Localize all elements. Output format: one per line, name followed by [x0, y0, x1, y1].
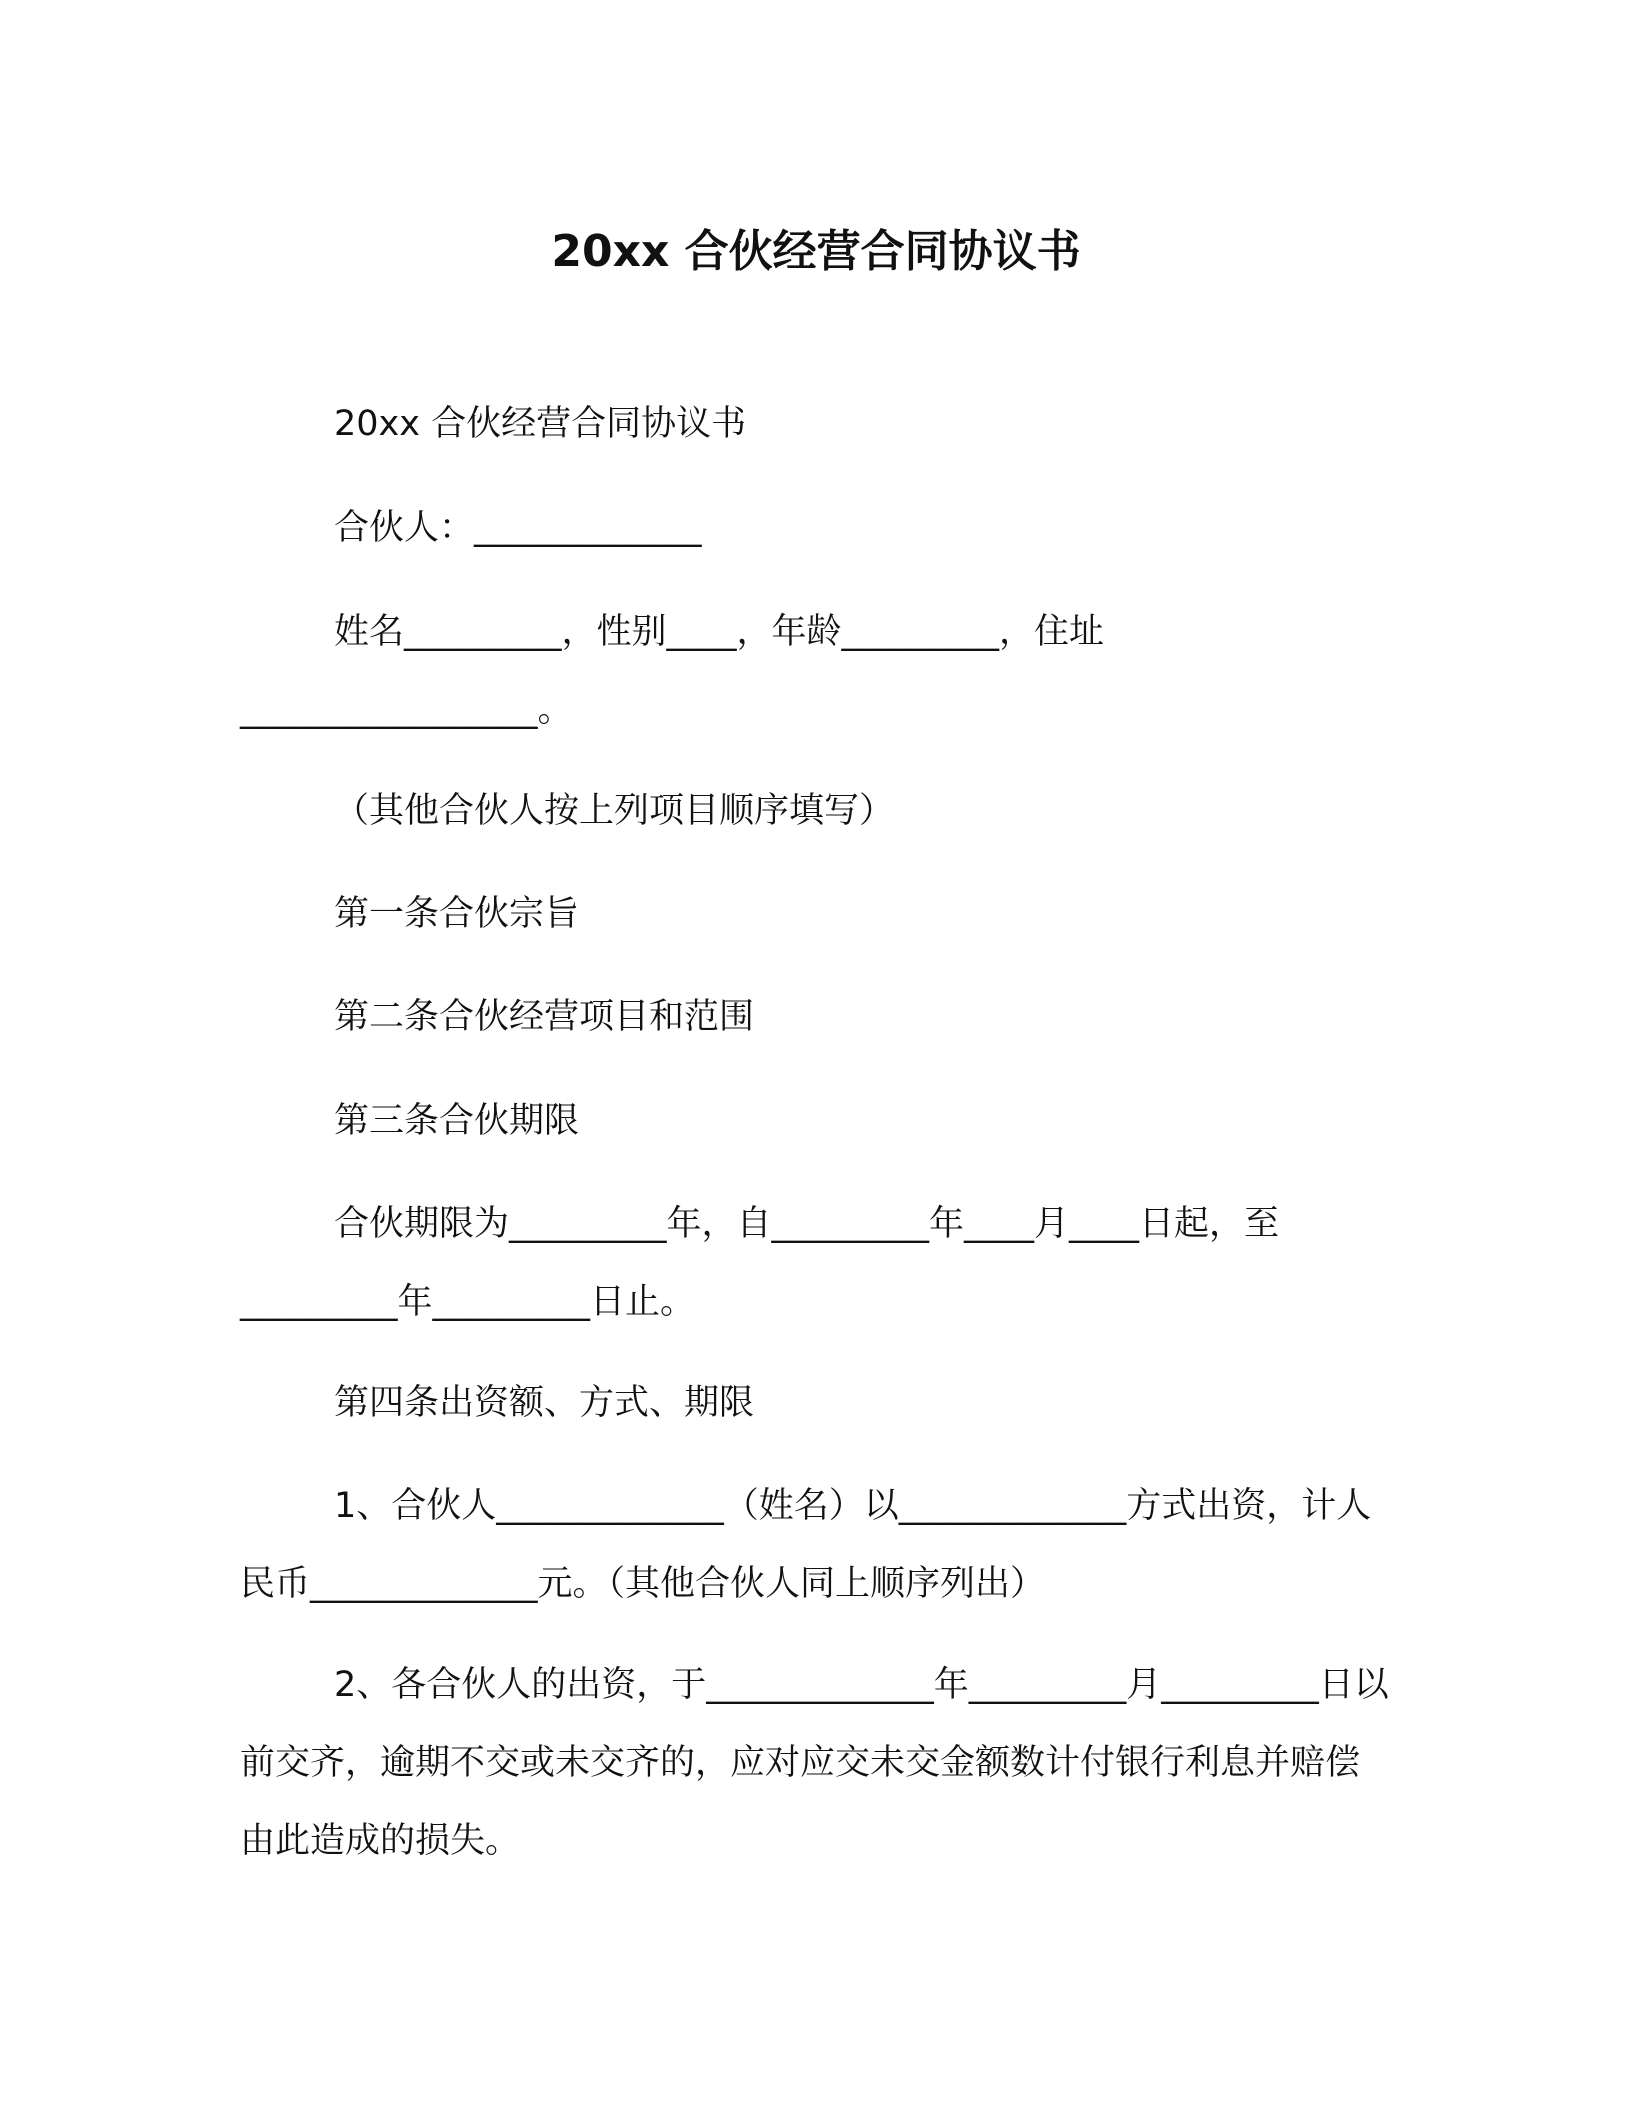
paragraph-contribution-1: 1、合伙人_____________（姓名）以_____________方式出资，计人民币_____________元。（其他合伙人同上顺序列出） [240, 1486, 1372, 1604]
article-1-heading: 第一条合伙宗旨 [334, 894, 580, 934]
paragraph-partnership-term: 合伙期限为_________年，自_________年____月____日起，至_________年_________日止。 [240, 1204, 1280, 1322]
article-4-heading: 第四条出资额、方式、期限 [334, 1383, 755, 1423]
paragraph-contribution-2: 2、各合伙人的出资，于_____________年_________月_________日以前交齐，逾期不交或未交齐的，应对应交未交金额数计付银行利息并赔偿由此造成的损失。 [240, 1665, 1389, 1861]
paragraph-partner: 合伙人：_____________ [334, 508, 702, 548]
article-2-heading: 第二条合伙经营项目和范围 [334, 997, 755, 1037]
paragraph-subtitle: 20xx 合伙经营合同协议书 [334, 404, 747, 444]
paragraph-other-partners-note: （其他合伙人按上列项目顺序填写） [334, 791, 895, 831]
article-3-heading: 第三条合伙期限 [334, 1101, 580, 1141]
paragraph-partner-info: 姓名_________，性别____，年龄_________，住址_________________。 [240, 612, 1105, 730]
document-title: 20xx 合伙经营合同协议书 [551, 226, 1081, 277]
